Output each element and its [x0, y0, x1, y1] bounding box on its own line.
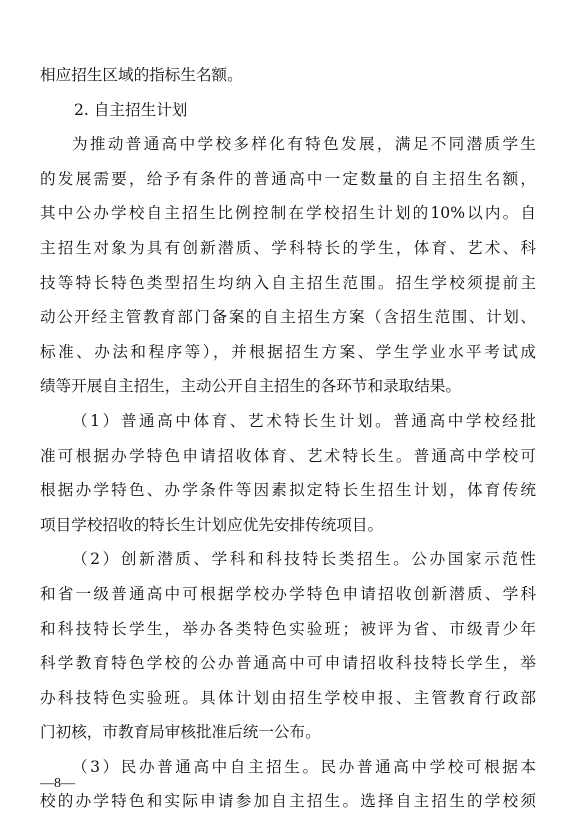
paragraph-line: 根据办学特色、办学条件等因素拟定特长生招生计划，体育传统: [40, 481, 536, 500]
paragraph-line: 相应招生区域的指标生名额。: [40, 66, 243, 84]
paragraph-line: 动公开经主管教育部门备案的自主招生方案（含招生范围、计划、: [40, 308, 536, 327]
paragraph-line: 准可根据办学特色申请招收体育、艺术特长生。普通高中学校可: [40, 446, 536, 465]
paragraph-line: 的发展需要，给予有条件的普通高中一定数量的自主招生名额，: [40, 169, 536, 188]
paragraph-line: 主招生对象为具有创新潜质、学科特长的学生，体育、艺术、科: [40, 238, 536, 257]
page-number: —8—: [40, 776, 75, 791]
paragraph-line: 项目学校招收的特长生计划应优先安排传统项目。: [40, 515, 384, 534]
paragraph-line: 为推动普通高中学校多样化有特色发展，满足不同潜质学生: [72, 135, 536, 154]
paragraph-line: 办科技特色实验班。具体计划由招生学校申报、主管教育行政部: [40, 688, 536, 707]
paragraph-line: 门初核，市教育局审核批准后统一公布。: [40, 723, 321, 742]
paragraph-line: 技等特长特色类型招生均纳入自主招生范围。招生学校须提前主: [40, 273, 536, 292]
paragraph-line: 和科技特长学生，举办各类特色实验班；被评为省、市级青少年: [40, 619, 536, 638]
paragraph-line: （1）普通高中体育、艺术特长生计划。普通高中学校经批: [72, 411, 536, 430]
body-text: [40, 58, 536, 819]
paragraph-line: （2）创新潜质、学科和科技特长类招生。公办国家示范性: [72, 550, 536, 569]
paragraph-line: 科学教育特色学校的公办普通高中可申请招收科技特长学生，举: [40, 654, 536, 673]
paragraph-line: （3）民办普通高中自主招生。民办普通高中学校可根据本: [72, 757, 536, 776]
paragraph-line: 标准、办法和程序等），并根据招生方案、学生学业水平考试成: [40, 342, 536, 361]
paragraph-line: 校的办学特色和实际申请参加自主招生。选择自主招生的学校须: [40, 792, 536, 811]
paragraph-line: 和省一级普通高中可根据学校办学特色申请招收创新潜质、学科: [40, 584, 536, 603]
paragraph-line: 绩等开展自主招生，主动公开自主招生的各环节和录取结果。: [40, 377, 462, 396]
section-heading: 2. 自主招生计划: [74, 100, 188, 119]
paragraph-line: 其中公办学校自主招生比例控制在学校招生计划的10%以内。自: [40, 204, 536, 223]
